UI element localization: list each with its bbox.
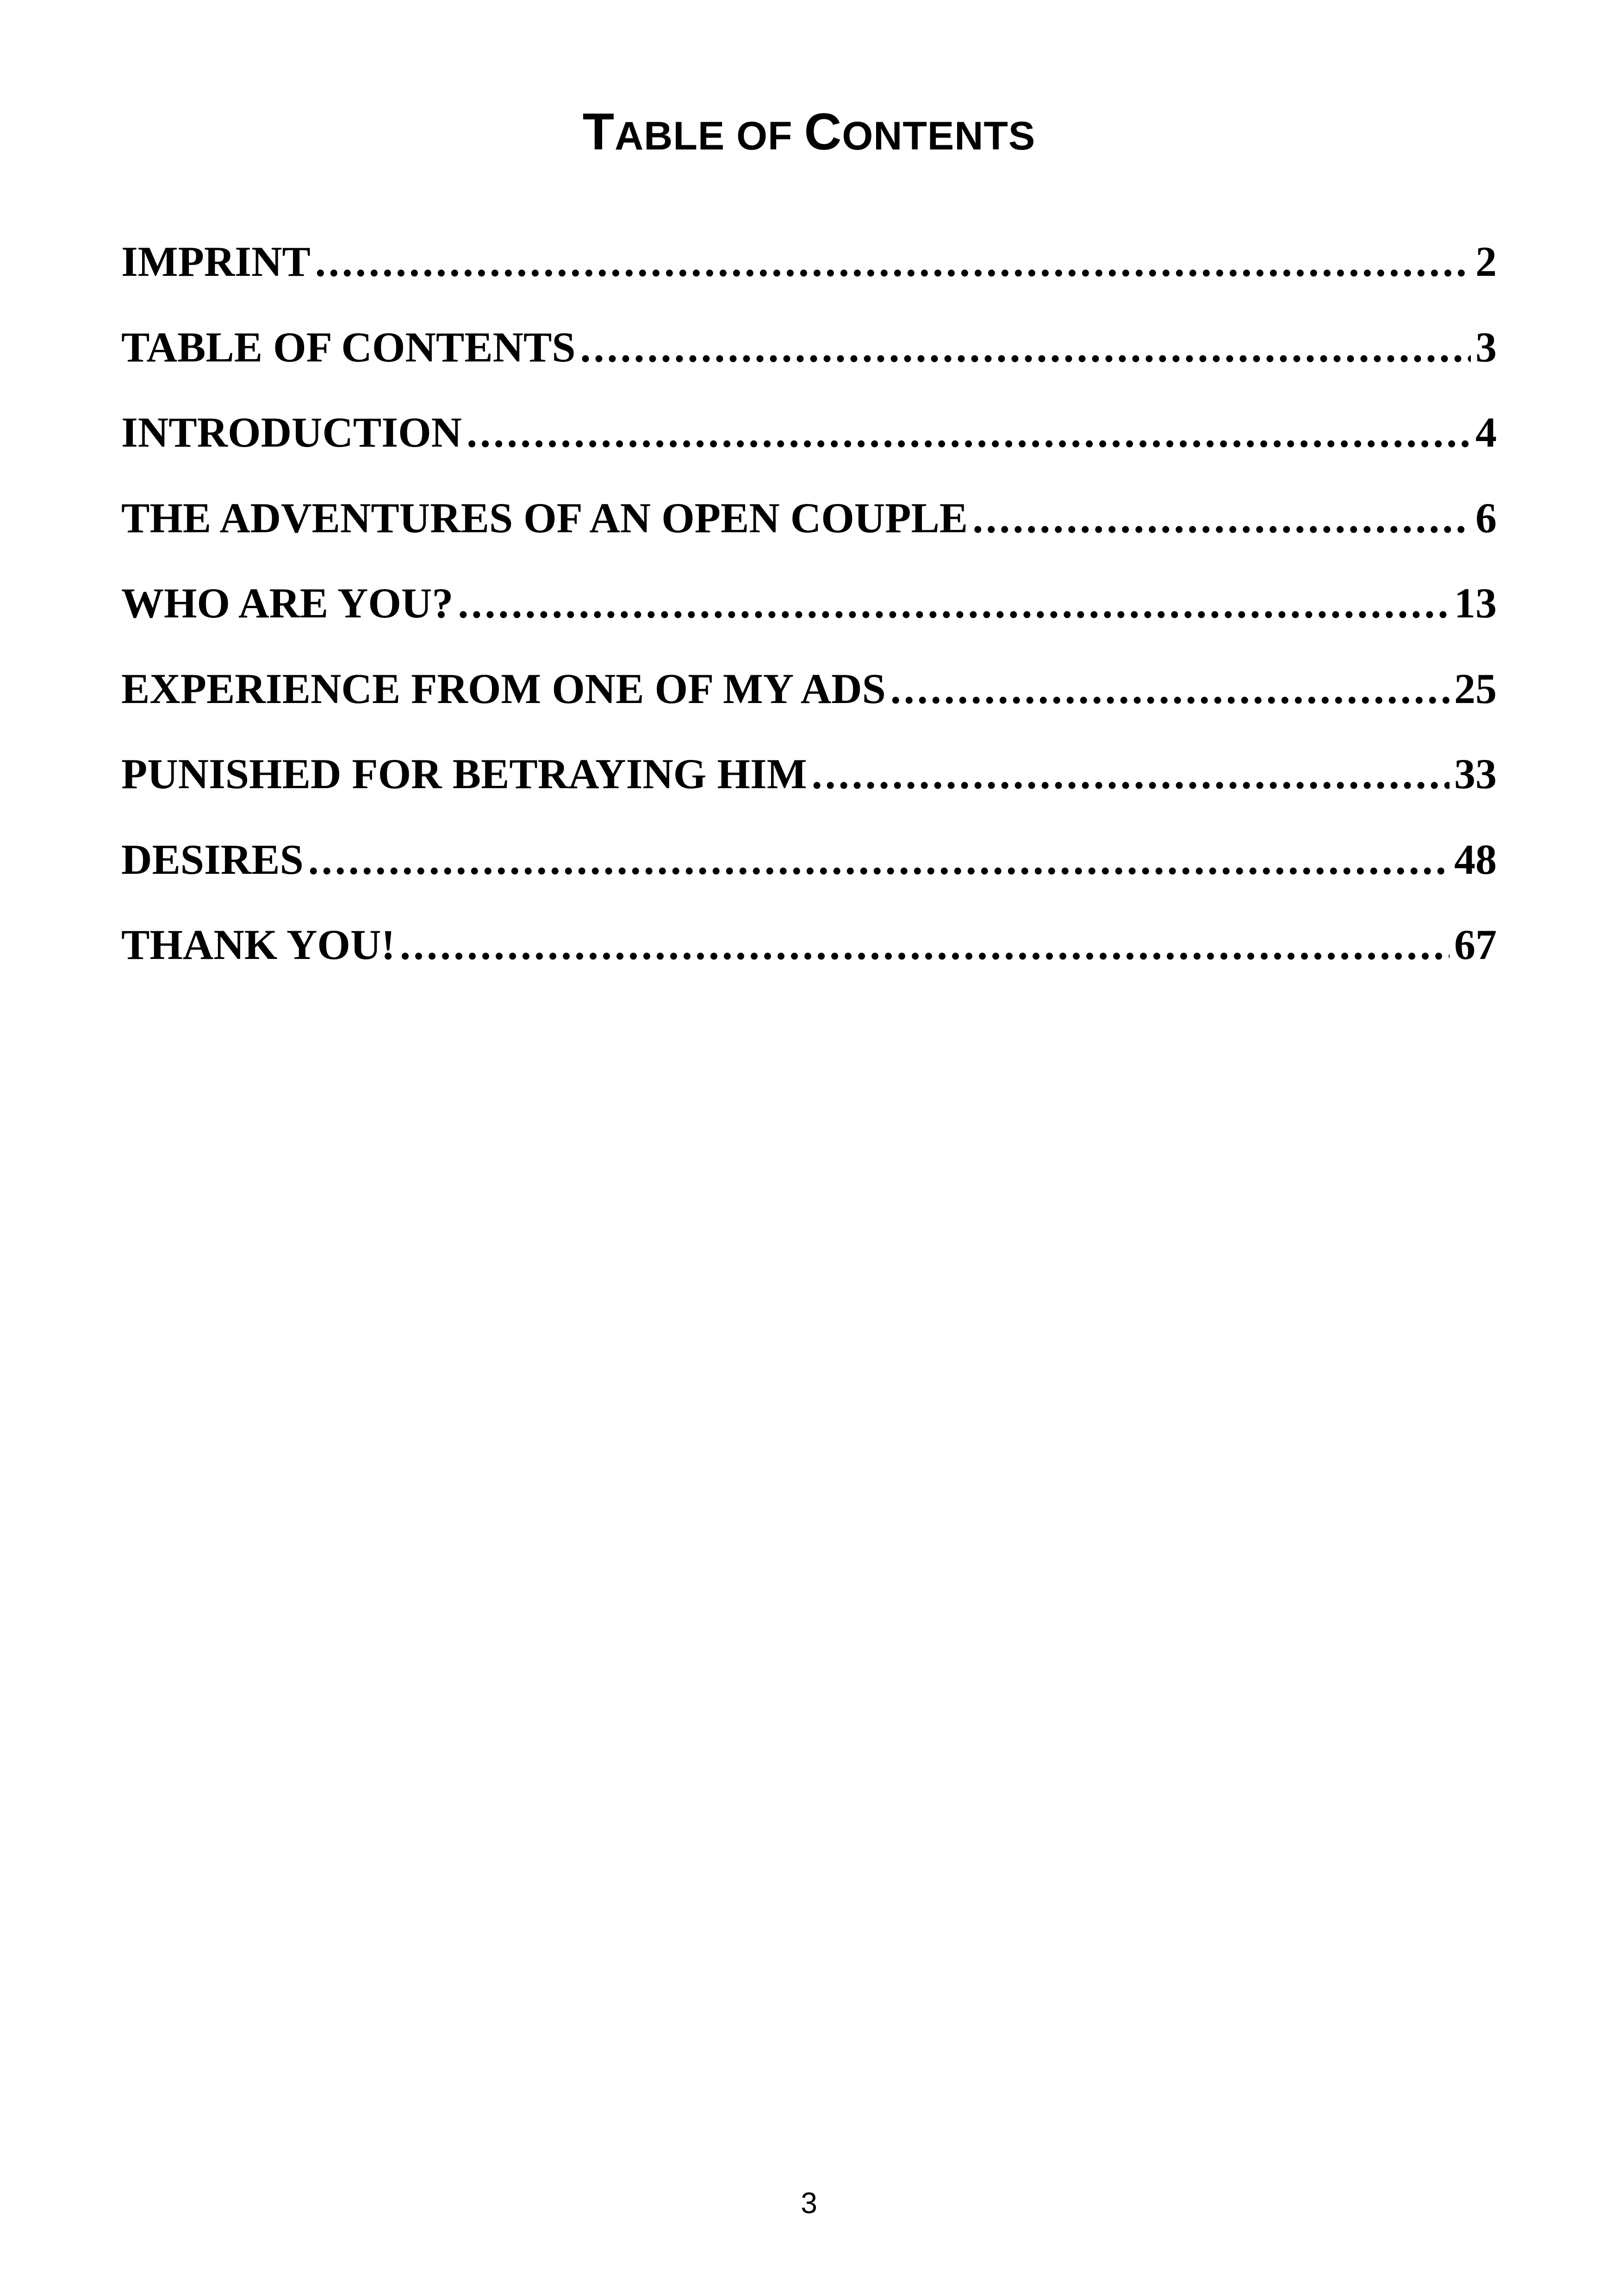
toc-entry-label: IMPRINT	[121, 238, 311, 285]
toc-entry-page: 4	[1475, 409, 1497, 456]
toc-entry-page: 67	[1454, 921, 1497, 968]
toc-entry-adventures-open-couple[interactable]	[121, 485, 1497, 571]
title-rest-1: ABLE OF	[615, 114, 804, 158]
toc-entry-imprint[interactable]	[121, 229, 1497, 315]
toc-entry-page: 2	[1475, 238, 1497, 285]
toc-entry-punished-betraying[interactable]	[121, 741, 1497, 827]
toc-leader-dots	[458, 571, 1450, 635]
toc-entry-label: TABLE OF CONTENTS	[121, 323, 576, 371]
toc-leader-dots	[308, 827, 1450, 892]
page-title	[0, 100, 1618, 168]
toc-entry-desires[interactable]	[121, 827, 1497, 913]
toc-entry-introduction[interactable]	[121, 400, 1497, 485]
toc-entry-label: THANK YOU!	[121, 921, 396, 968]
toc-entry-page: 25	[1454, 665, 1497, 712]
toc-entry-page: 3	[1475, 323, 1497, 371]
toc-leader-dots	[467, 400, 1471, 465]
toc-entry-label: EXPERIENCE FROM ONE OF MY ADS	[121, 665, 886, 712]
page-number: 3	[801, 2186, 817, 2220]
toc-entry-experience-from-ads[interactable]	[121, 656, 1497, 742]
toc-entry-label: PUNISHED FOR BETRAYING HIM	[121, 750, 807, 797]
toc-entry-label: WHO ARE YOU?	[121, 579, 454, 627]
toc-leader-dots	[972, 485, 1471, 550]
title-cap-1: T	[582, 103, 615, 161]
toc-leader-dots	[580, 315, 1471, 380]
toc-list	[121, 229, 1497, 998]
title-cap-2: C	[804, 103, 842, 161]
toc-leader-dots	[812, 741, 1450, 806]
toc-entry-page: 33	[1454, 750, 1497, 797]
toc-entry-page: 13	[1454, 579, 1497, 627]
toc-leader-dots	[890, 656, 1450, 721]
title-rest-2: ONTENTS	[842, 114, 1036, 158]
toc-leader-dots	[400, 912, 1450, 977]
toc-entry-table-of-contents[interactable]	[121, 315, 1497, 400]
toc-entry-thank-you[interactable]	[121, 912, 1497, 998]
toc-entry-page: 48	[1454, 835, 1497, 883]
toc-leader-dots	[315, 229, 1471, 294]
toc-entry-page: 6	[1475, 494, 1497, 541]
toc-entry-label: DESIRES	[121, 835, 304, 883]
toc-entry-who-are-you[interactable]	[121, 571, 1497, 656]
toc-entry-label: THE ADVENTURES OF AN OPEN COUPLE	[121, 494, 968, 541]
toc-entry-label: INTRODUCTION	[121, 409, 462, 456]
